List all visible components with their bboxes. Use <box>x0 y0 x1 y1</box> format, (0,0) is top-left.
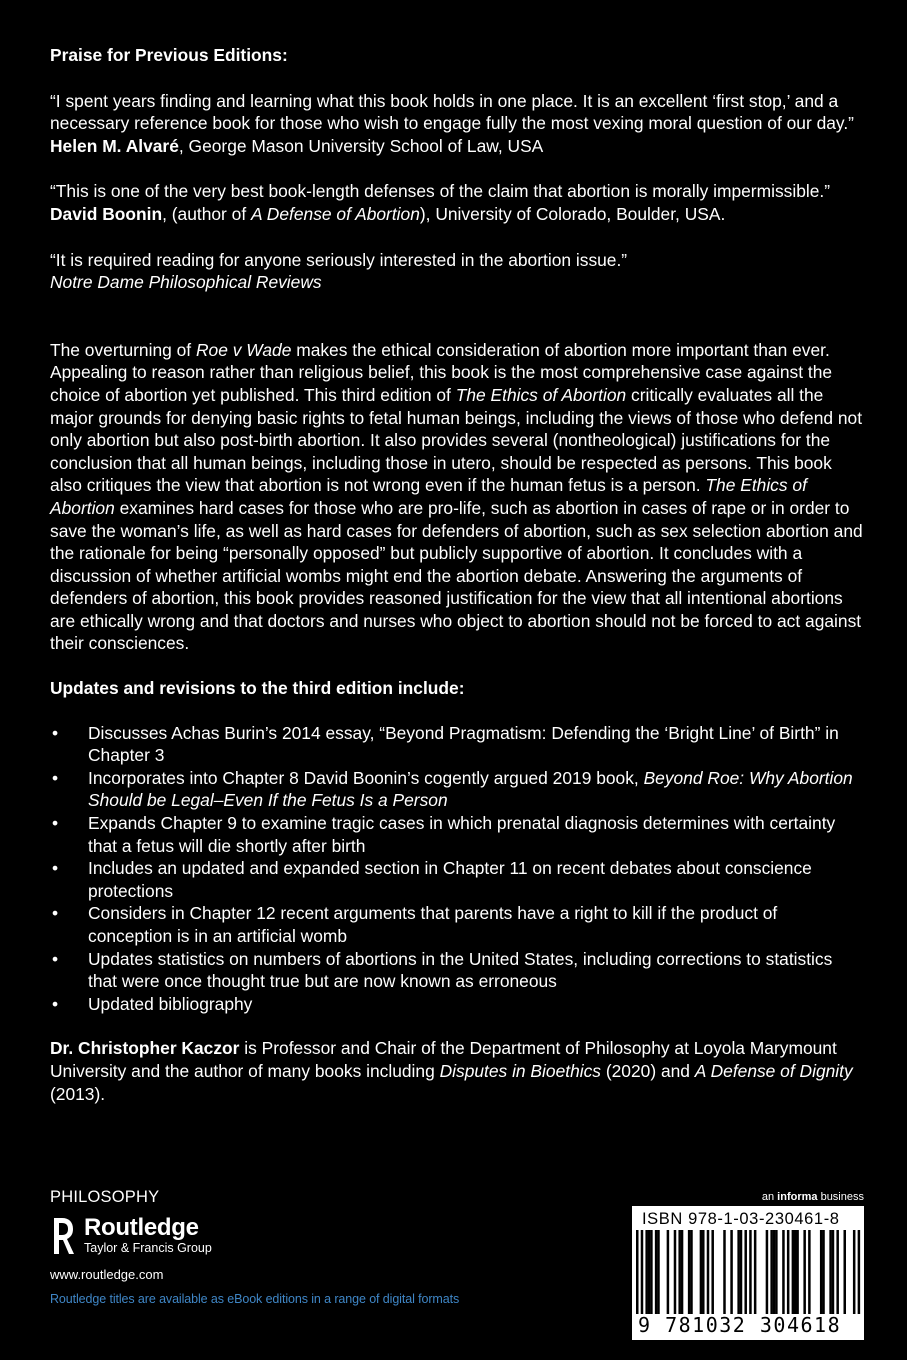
barcode-bar <box>681 1230 684 1314</box>
updates-list <box>50 722 865 1016</box>
cited-book-title: A Defense of Abortion <box>251 203 420 224</box>
barcode-bar <box>843 1230 846 1314</box>
barcode-bar <box>690 1230 693 1314</box>
author-bio: Dr. Christopher Kaczor is Professor and Chair of the Department of Philosophy at Loyola Marymount University and the author of many books including Disputes in Bioethics (2020) and A Defense of Dignity (2013). <box>50 1038 853 1104</box>
author-name: Dr. Christopher Kaczor <box>50 1038 240 1059</box>
barcode-bar <box>667 1230 670 1314</box>
bullet-icon: • <box>52 858 59 879</box>
barcode-bar <box>645 1230 648 1314</box>
routledge-logo-icon <box>50 1215 76 1257</box>
barcode-bar <box>808 1230 811 1314</box>
barcode-bar <box>700 1230 703 1314</box>
barcode-bar <box>749 1230 752 1314</box>
publisher-website: www.routledge.com <box>50 1267 164 1282</box>
barcode-bar <box>773 1230 776 1314</box>
bullet-icon: • <box>52 767 59 788</box>
publisher-footer <box>50 1188 530 1306</box>
barcode-bar <box>782 1230 785 1314</box>
barcode-bar <box>794 1230 797 1314</box>
barcode-bar <box>702 1230 705 1314</box>
barcode-bar <box>674 1230 677 1314</box>
praise-quote-1: “I spent years finding and learning what this book holds in one place. It is an excellent ‘first stop,’ and a necessary reference book for those who wish to engage fully the most vexing moral question of our day.” <box>50 90 854 134</box>
barcode-bar <box>853 1230 856 1314</box>
list-item: • Incorporates into Chapter 8 David Boonin’s cogently argued 2019 book, Beyond Roe: Why Abortion Should be Legal–Even If the Fetus Is a Person <box>52 767 853 811</box>
barcode-bar <box>657 1230 660 1314</box>
publisher-group: Taylor & Francis Group <box>84 1241 212 1255</box>
list-item: • Updated bibliography <box>52 993 253 1014</box>
barcode-bar <box>787 1230 790 1314</box>
barcode-bar <box>730 1230 733 1314</box>
barcode-bar <box>829 1230 832 1314</box>
barcode-bar <box>820 1230 823 1314</box>
barcode-bars <box>636 1230 860 1314</box>
isbn-number: ISBN 978-1-03-230461-8 <box>642 1210 840 1228</box>
bullet-icon: • <box>52 722 59 743</box>
praise-attribution-1 <box>50 135 865 158</box>
list-item: • Expands Chapter 9 to examine tragic cases in which prenatal diagnosis determines with certainty that a fetus will die shortly after birth <box>52 813 836 856</box>
quote-author-name: David Boonin <box>50 203 163 224</box>
quote-author-affiliation: , George Mason University School of Law, USA <box>178 135 544 156</box>
barcode-bar <box>766 1230 769 1314</box>
barcode-bar <box>803 1230 806 1314</box>
list-item: • Includes an updated and expanded section in Chapter 11 on recent debates about conscience protections <box>52 858 812 901</box>
barcode-bar <box>688 1230 691 1314</box>
barcode-bar <box>754 1230 757 1314</box>
barcode-bar <box>641 1230 644 1314</box>
list-item: • Discusses Achas Burin’s 2014 essay, “Beyond Pragmatism: Defending the ‘Bright Line’ of Birth” in Chapter 3 <box>52 722 839 766</box>
barcode-bar <box>775 1230 778 1314</box>
list-item: • Considers in Chapter 12 recent arguments that parents have a right to kill if the product of conception is in an artificial womb <box>52 903 778 946</box>
bullet-icon: • <box>52 903 59 924</box>
barcode-bar <box>711 1230 714 1314</box>
ean-number: 9 781032 304618 <box>638 1313 842 1337</box>
praise-quote-3: “It is required reading for anyone seriously interested in the abortion issue.” <box>50 249 628 270</box>
bullet-icon: • <box>52 813 59 834</box>
bullet-icon: • <box>52 993 59 1014</box>
barcode-area <box>632 1190 864 1340</box>
barcode-bar <box>744 1230 747 1314</box>
publisher-name: Routledge <box>84 1214 199 1241</box>
barcode-bar <box>650 1230 653 1314</box>
barcode-bar <box>655 1230 658 1314</box>
list-item: • Updates statistics on numbers of abortions in the United States, including corrections to statistics that were once thought true but are now known as erroneous <box>52 948 833 992</box>
barcode-bar <box>737 1230 740 1314</box>
barcode-bar <box>740 1230 743 1314</box>
barcode-bar <box>707 1230 710 1314</box>
isbn-barcode <box>632 1206 864 1340</box>
barcode-bar <box>723 1230 726 1314</box>
barcode-bar <box>836 1230 839 1314</box>
barcode-bar <box>832 1230 835 1314</box>
updates-heading: Updates and revisions to the third edition include: <box>50 678 465 699</box>
barcode-bar <box>678 1230 681 1314</box>
barcode-bar <box>636 1230 639 1314</box>
praise-source-3: Notre Dame Philosophical Reviews <box>50 272 322 293</box>
svg-text:ROUTLEDGE: ROUTLEDGE <box>48 1227 54 1255</box>
praise-attribution-2: David Boonin, (author of A Defense of Abortion), University of Colorado, Boulder, USA. <box>50 203 726 224</box>
barcode-bar <box>770 1230 773 1314</box>
quote-author-name: Helen M. Alvaré <box>50 135 179 156</box>
barcode-bar <box>792 1230 795 1314</box>
ebook-note: Routledge titles are available as eBook editions in a range of digital formats <box>50 1292 460 1306</box>
barcode-bar <box>822 1230 825 1314</box>
informa-business-label: an informa business <box>761 1191 864 1203</box>
barcode-bar <box>858 1230 861 1314</box>
praise-heading: Praise for Previous Editions: <box>50 45 288 65</box>
book-description: The overturning of Roe v Wade makes the ethical consideration of abortion more important than ever. Appealing to reason rather than religious belief, this book is the most comprehensive case against the choice of abortion yet published. This third edition of The Ethics of Abortion critically evaluates all the major grounds for denying basic rights to fetal human beings, including the views of those who defend not only abortion but also post-birth abortion. It also provides several (nontheological) justifications for the conclusion that all human beings, including those in utero, should be respected as persons. This book also critiques the view that abortion is not wrong even if the human fetus is a person. The Ethics of Abortion examines hard cases for those who are pro-life, such as abortion in cases of rape or in order to save the woman’s life, as well as hard cases for defenders of abortion, such as sex selection abortion and the rationale for being “personally opposed” but publicly supportive of abortion. It concludes with a discussion of whether artificial wombs might end the abortion debate. Answering the arguments of defenders of abortion, this book provides reasoned justification for the view that all intentional abortions are ethically wrong and that doctors and nurses who object to abortion should not be forced to act against their consciences. <box>50 339 863 654</box>
publisher-logo <box>50 1215 530 1257</box>
back-cover-text <box>50 44 865 1105</box>
bullet-icon: • <box>52 948 59 969</box>
praise-quote-2: “This is one of the very best book-length defenses of the claim that abortion is morally impermissible.” <box>50 181 831 202</box>
barcode-bar <box>796 1230 799 1314</box>
subject-category: PHILOSOPHY <box>50 1188 160 1206</box>
barcode-bar <box>648 1230 651 1314</box>
